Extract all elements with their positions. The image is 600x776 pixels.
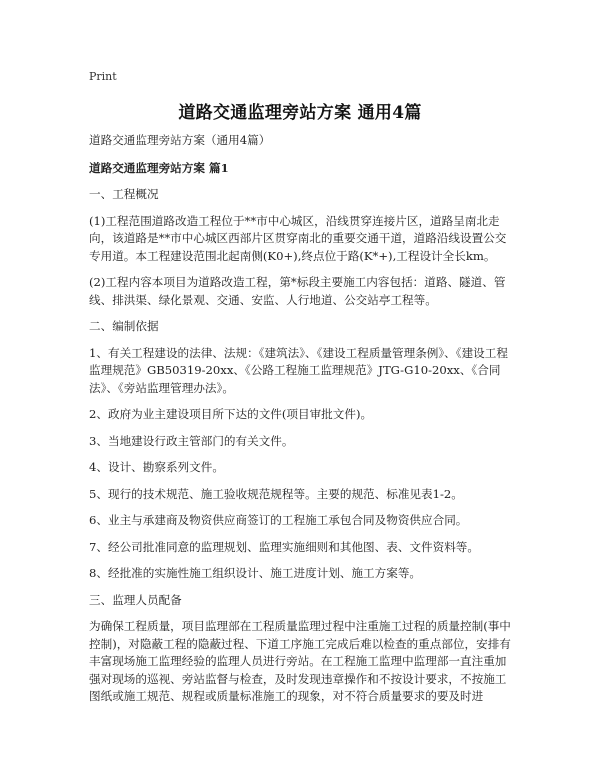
heading-project-overview: 一、工程概况 [89, 187, 159, 201]
heading-basis: 二、编制依据 [89, 319, 159, 333]
document-body [89, 132, 517, 715]
paragraph-project-content: (2)工程内容本项目为道路改造工程，第*标段主要施工内容包括：道路、隧道、管线、排洪渠、绿化景观、交通、安监、人行地道、公交站亭工程等。 [89, 275, 506, 307]
list-item: 5、现行的技术规范、施工验收规范规程等。主要的规范、标准见表1-2。 [89, 486, 463, 501]
list-item: 7、经公司批准同意的监理规划、监理实施细则和其他图、表、文件资料等。 [89, 539, 479, 554]
list-item: 6、业主与承建商及物资供应商签订的工程施工承包合同及物资供应合同。 [89, 513, 468, 527]
paragraph-project-scope: (1)工程范围道路改造工程位于**市中心城区，沿线贯穿连接片区，道路呈南北走向，该道路是**市中心城区西部片区贯穿南北的重要交通干道，道路沿线设置公交专用道。本工程建设范围北起南侧(K0+),终点位于路(K*+),工程设计全长km。 [89, 213, 507, 263]
section-heading: 道路交通监理旁站方案 篇1 [89, 160, 229, 175]
print-label[interactable]: Print [89, 70, 117, 83]
list-item: 4、设计、勘察系列文件。 [89, 460, 224, 474]
list-item: 2、政府为业主建设项目所下达的文件(项目审批文件)。 [89, 407, 373, 421]
document-title: 道路交通监理旁站方案 通用4篇 [178, 103, 422, 123]
heading-staffing: 三、监理人员配备 [89, 592, 182, 607]
paragraph-staffing: 为确保工程质量，项目监理部在工程质量监理过程中注重施工过程的质量控制(事中控制)，对隐蔽工程的隐蔽过程、下道工序施工完成后难以检查的重点部位，安排有丰富现场施工监理经验的监理人员进行旁站。在工程施工监理中监理部一直注重加强对现场的巡视、旁站监督与检查，及时发现违章操作和不按设计要求，不按施工图纸或施工规范、规程或质量标准施工的现象，对不符合质量要求的要及时进 [89, 619, 511, 703]
list-item: 3、当地建设行政主管部门的有关文件。 [89, 433, 294, 448]
document-subtitle: 道路交通监理旁站方案（通用4篇） [89, 133, 271, 147]
list-item: 8、经批准的实施性施工组织设计、施工进度计划、施工方案等。 [89, 566, 422, 580]
list-item: 1、有关工程建设的法律、法规：《建筑法》、《建设工程质量管理条例》、《建设工程监理规范》GB50319-20xx、《公路工程施工监理规范》JTG-G10-20xx、《合同法》、《旁站监理管理办法》。 [89, 345, 508, 395]
